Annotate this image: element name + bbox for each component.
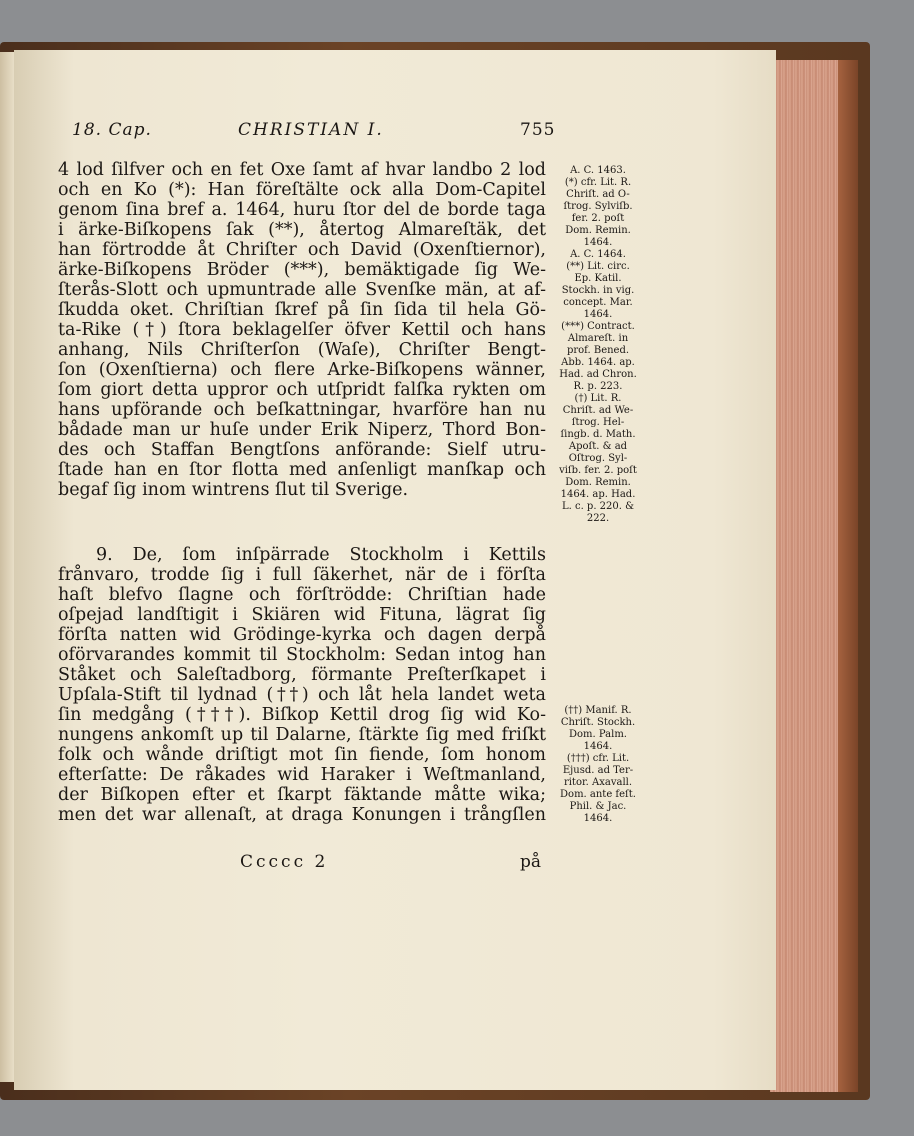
margin-note: concept. Mar. (563, 297, 633, 308)
margin-note: 1464. (583, 741, 613, 752)
margin-note: Chriſt. ad O- (566, 189, 630, 200)
text-line: 4 lod ſilfver och en fet Oxe ſamt af hvar landbo 2 lod (58, 160, 546, 180)
text-line: Ståket och Saleſtadborg, förmante Preſterſkapet i (58, 665, 546, 685)
running-title: CHRISTIAN I. (238, 120, 384, 140)
margin-note: A. C. 1464. (570, 249, 626, 260)
margin-note: (**) Lit. circ. (566, 261, 630, 272)
margin-note: R. p. 223. (573, 381, 623, 392)
text-line: Upſala-Stift til lydnad (††) och låt hela landet weta (58, 685, 546, 705)
margin-note: prof. Bened. (566, 345, 630, 356)
text-line: efterſatte: De råkades wid Haraker i Weſtmanland, (58, 765, 546, 785)
text-line: i ärke-Biſkopens ſak (**), återtog Almareſtäk, det (58, 220, 546, 240)
margin-note: 1464. ap. Had. (560, 489, 636, 500)
margin-note: (†††) cfr. Lit. (566, 753, 630, 764)
text-line: oförvarandes kommit til Stockholm: Sedan intog han (58, 645, 546, 665)
text-line: oſpejad landſtigit i Skiären wid Fituna, lägrat ſig (58, 605, 546, 625)
text-line: och en Ko (*): Han föreſtälte ock alla Dom-Capitel (58, 180, 546, 200)
margin-note: A. C. 1463. (570, 165, 626, 176)
text-line: anhang, Nils Chriſterſon (Waſe), Chriſter Bengt- (58, 340, 546, 360)
margin-note: Ep. Katil. (574, 273, 622, 284)
paragraph-start-line: 9. De, ſom inſpärrade Stockholm i Kettils (96, 545, 546, 565)
margin-note: 222. (586, 513, 610, 524)
margin-note: ſtrog. Hel- (571, 417, 625, 428)
text-line: ta-Rike (†) ſtora beklagelſer öfver Kettil och hans (58, 320, 546, 340)
margin-note: Had. ad Chron. (559, 369, 637, 380)
page-number: 755 (520, 120, 556, 140)
margin-note: Dom. Remin. (565, 225, 631, 236)
margin-note: ſingb. d. Math. (560, 429, 636, 440)
facing-page-edge (0, 52, 14, 1082)
text-line: folk och wånde driſtigt mot ſin fiende, ſom honom (58, 745, 546, 765)
margin-note: Chriſt. ad We- (562, 405, 634, 416)
text-line-paragraph-end: begaf ſig inom wintrens ſlut til Sverige. (58, 480, 409, 500)
catchword: på (520, 852, 542, 872)
margin-note: 1464. (583, 237, 613, 248)
margin-note: Stockh. in vig. (561, 285, 635, 296)
signature-mark: Ccccc 2 (240, 852, 329, 872)
margin-note: L. c. p. 220. & (561, 501, 635, 512)
text-line: ſom giort detta uppror och utſpridt falſka rykten om (58, 380, 546, 400)
text-line: ſin medgång (†††). Biſkop Kettil drog ſig wid Ko- (58, 705, 546, 725)
text-line: ſon (Oxenſtierna) och flere Arke-Biſkopens wänner, (58, 360, 546, 380)
cover-edge (838, 60, 858, 1092)
margin-note: (††) Manif. R. (564, 705, 632, 716)
margin-note: Dom. Remin. (565, 477, 631, 488)
margin-note: Oſtrog. Syl- (568, 453, 628, 464)
margin-note: ſtrog. Sylviſb. (563, 201, 633, 212)
margin-note: 1464. (583, 309, 613, 320)
margin-note: fer. 2. poſt (571, 213, 625, 224)
text-line: nungens ankomſt up til Dalarne, ſtärkte ſig med friſkt (58, 725, 546, 745)
margin-note: Abb. 1464. ap. (561, 357, 635, 368)
text-line: hans upförande och beſkattningar, hvarföre han nu (58, 400, 546, 420)
margin-note: Dom. Palm. (569, 729, 627, 740)
text-line: frånvaro, trodde ſig i full ſäkerhet, när de i förſta (58, 565, 546, 585)
text-line: bådade man ur huſe under Erik Niperz, Thord Bon- (58, 420, 546, 440)
margin-note: viſb. fer. 2. poſt (559, 465, 637, 476)
text-line: ſkudda oket. Chriſtian ſkref på ſin ſida til hela Gö- (58, 300, 546, 320)
chapter-label: 18. Cap. (72, 120, 152, 140)
text-line: ärke-Biſkopens Bröder (***), bemäktigade ſig We- (58, 260, 546, 280)
text-line: förſta natten wid Grödinge-kyrka och dagen derpå (58, 625, 546, 645)
text-line: men det war allenaſt, at draga Konungen i trångſlen (58, 805, 546, 825)
margin-note: ritor. Axavall. (563, 777, 633, 788)
margin-note: Phil. & Jac. (569, 801, 627, 812)
text-line: ſterås-Slott och upmuntrade alle Svenſke män, at af- (58, 280, 546, 300)
margin-note: (*) cfr. Lit. R. (564, 177, 632, 188)
margin-note: Apoſt. & ad (568, 441, 628, 452)
text-line: des och Staffan Bengtſons anförande: Sielf utru- (58, 440, 546, 460)
margin-note: 1464. (583, 813, 613, 824)
margin-note: Ejusd. ad Ter- (562, 765, 634, 776)
text-line: ſtade han en ſtor flotta med anſenligt manſkap och (58, 460, 546, 480)
margin-note: (***) Contract. (561, 321, 635, 332)
margin-note: Almareſt. in (567, 333, 629, 344)
text-line: han förtrodde åt Chriſter och David (Oxenſtiernor), (58, 240, 546, 260)
margin-note: Dom. ante feſt. (560, 789, 636, 800)
margin-note: (†) Lit. R. (574, 393, 622, 404)
text-line: genom ſina bref a. 1464, huru ſtor del de borde taga (58, 200, 546, 220)
text-line: haſt blefvo ſlagne och förſtrödde: Chriſtian hade (58, 585, 546, 605)
text-line: der Biſkopen efter et ſkarpt fäktande måtte wika; (58, 785, 546, 805)
margin-note: Chriſt. Stockh. (560, 717, 636, 728)
